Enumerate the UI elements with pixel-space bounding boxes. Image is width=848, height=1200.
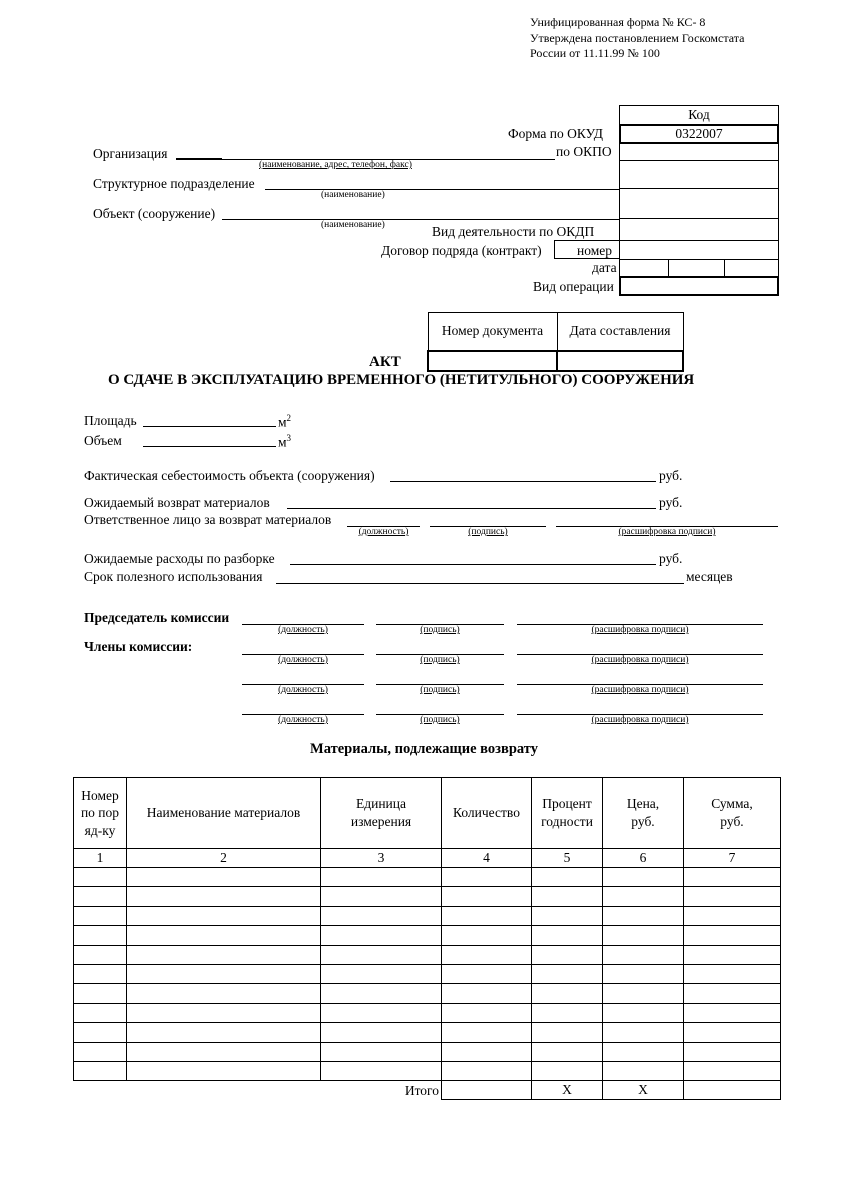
col-number-6: 6	[603, 849, 684, 868]
doc-date-header: Дата составления	[557, 313, 683, 351]
chairman-label: Председатель комиссии	[84, 610, 230, 625]
useful-life-label: Срок полезного использования	[84, 569, 263, 584]
materials-table	[73, 777, 781, 1100]
col-header-number: Номер по поряд-ку	[74, 778, 127, 849]
col-number-5: 5	[532, 849, 603, 868]
col-number-7: 7	[684, 849, 781, 868]
responsible-label: Ответственное лицо за возврат материалов	[84, 512, 332, 527]
object-caption: (наименование)	[321, 220, 385, 230]
col-header-quantity: Количество	[442, 778, 532, 849]
col-number-1: 1	[74, 849, 127, 868]
table-row[interactable]	[74, 945, 781, 964]
table-row[interactable]	[74, 1042, 781, 1061]
doc-number-cell[interactable]	[428, 351, 557, 371]
codes-header: Код	[688, 107, 710, 122]
operation-label: Вид операции	[533, 279, 614, 294]
doc-date-cell[interactable]	[557, 351, 683, 371]
materials-title: Материалы, подлежащие возврату	[310, 741, 538, 757]
table-row[interactable]	[74, 1023, 781, 1042]
division-caption: (наименование)	[321, 190, 385, 200]
member3-decoding-caption: (расшифровка подписи)	[591, 715, 689, 725]
col-header-sum: Сумма, руб.	[684, 778, 781, 849]
act-title: АКТ	[369, 354, 401, 370]
division-label: Структурное подразделение	[93, 176, 255, 191]
member3-position-caption: (должность)	[278, 715, 328, 725]
form-line-2: Утверждена постановлением Госкомстата	[530, 31, 745, 45]
volume-label: Объем	[84, 433, 122, 448]
area-field[interactable]	[143, 426, 276, 427]
volume-unit-sup: 3	[286, 433, 292, 443]
total-sum[interactable]	[684, 1081, 781, 1100]
act-subtitle: О СДАЧЕ В ЭКСПЛУАТАЦИЮ ВРЕМЕННОГО (НЕТИТУЛЬНОГО) СООРУЖЕНИЯ	[108, 372, 695, 388]
form-line-1: Унифицированная форма № КС- 8	[530, 15, 706, 29]
disassembly-rub: руб.	[659, 551, 683, 566]
table-row[interactable]	[74, 887, 781, 906]
table-row[interactable]	[74, 868, 781, 887]
total-percent: Х	[532, 1081, 603, 1100]
months-label: месяцев	[686, 569, 733, 584]
total-price: Х	[603, 1081, 684, 1100]
col-header-price: Цена, руб.	[603, 778, 684, 849]
contract-label: Договор подряда (контракт)	[381, 243, 542, 258]
date-label: дата	[592, 260, 617, 275]
doc-number-header: Номер документа	[428, 313, 557, 351]
member1-position-caption: (должность)	[278, 655, 328, 665]
member2-position-caption: (должность)	[278, 685, 328, 695]
area-unit-sup: 2	[286, 413, 292, 423]
chairman-signature-caption: (подпись)	[420, 625, 460, 635]
area-label: Площадь	[84, 413, 137, 428]
operation-cell[interactable]	[619, 276, 779, 296]
responsible-signature-caption: (подпись)	[468, 527, 508, 537]
chairman-decoding-caption: (расшифровка подписи)	[591, 625, 689, 635]
organization-label: Организация	[93, 146, 168, 161]
return-rub: руб.	[659, 495, 683, 510]
organization-caption: (наименование, адрес, телефон, факс)	[259, 160, 412, 170]
return-field[interactable]	[287, 508, 656, 509]
okud-value: 0322007	[675, 126, 723, 141]
responsible-position-caption: (должность)	[358, 527, 409, 537]
okud-label: Форма по ОКУД	[508, 126, 604, 141]
chairman-position-caption: (должность)	[278, 625, 328, 635]
area-unit: $м^2$	[278, 413, 292, 430]
cost-field[interactable]	[390, 481, 656, 482]
okdp-label: Вид деятельности по ОКДП	[432, 224, 595, 239]
col-number-2: 2	[127, 849, 321, 868]
volume-unit: $м^3$	[278, 433, 292, 450]
table-row[interactable]	[74, 964, 781, 983]
member2-decoding-caption: (расшифровка подписи)	[591, 685, 689, 695]
volume-field[interactable]	[143, 446, 276, 447]
disassembly-field[interactable]	[290, 564, 656, 565]
col-number-4: 4	[442, 849, 532, 868]
members-label: Члены комиссии:	[84, 639, 193, 654]
return-label: Ожидаемый возврат материалов	[84, 495, 270, 510]
division-field[interactable]	[265, 189, 619, 190]
form-line-3: России от 11.11.99 № 100	[530, 46, 660, 60]
responsible-decoding-caption: (расшифровка подписи)	[618, 527, 716, 537]
doc-number-table	[427, 312, 684, 372]
number-label: номер	[577, 243, 613, 258]
col-header-unit: Единица измерения	[321, 778, 442, 849]
col-number-3: 3	[321, 849, 442, 868]
cost-label: Фактическая себестоимость объекта (сооружения)	[84, 468, 375, 483]
total-quantity[interactable]	[442, 1081, 532, 1100]
col-header-percent: Процент годности	[532, 778, 603, 849]
object-label: Объект (сооружение)	[93, 206, 216, 221]
col-header-name: Наименование материалов	[127, 778, 321, 849]
member2-signature-caption: (подпись)	[420, 685, 460, 695]
member1-signature-caption: (подпись)	[420, 655, 460, 665]
object-field[interactable]	[222, 219, 619, 220]
table-row[interactable]	[74, 1061, 781, 1080]
table-row[interactable]	[74, 984, 781, 1003]
member3-signature-caption: (подпись)	[420, 715, 460, 725]
total-label: Итого	[74, 1081, 442, 1100]
disassembly-label: Ожидаемые расходы по разборке	[84, 551, 275, 566]
table-row[interactable]	[74, 1003, 781, 1022]
okpo-label: по ОКПО	[556, 144, 612, 159]
table-row[interactable]	[74, 906, 781, 925]
member1-decoding-caption: (расшифровка подписи)	[591, 655, 689, 665]
cost-rub: руб.	[659, 468, 683, 483]
table-row[interactable]	[74, 926, 781, 945]
useful-life-field[interactable]	[276, 583, 684, 584]
